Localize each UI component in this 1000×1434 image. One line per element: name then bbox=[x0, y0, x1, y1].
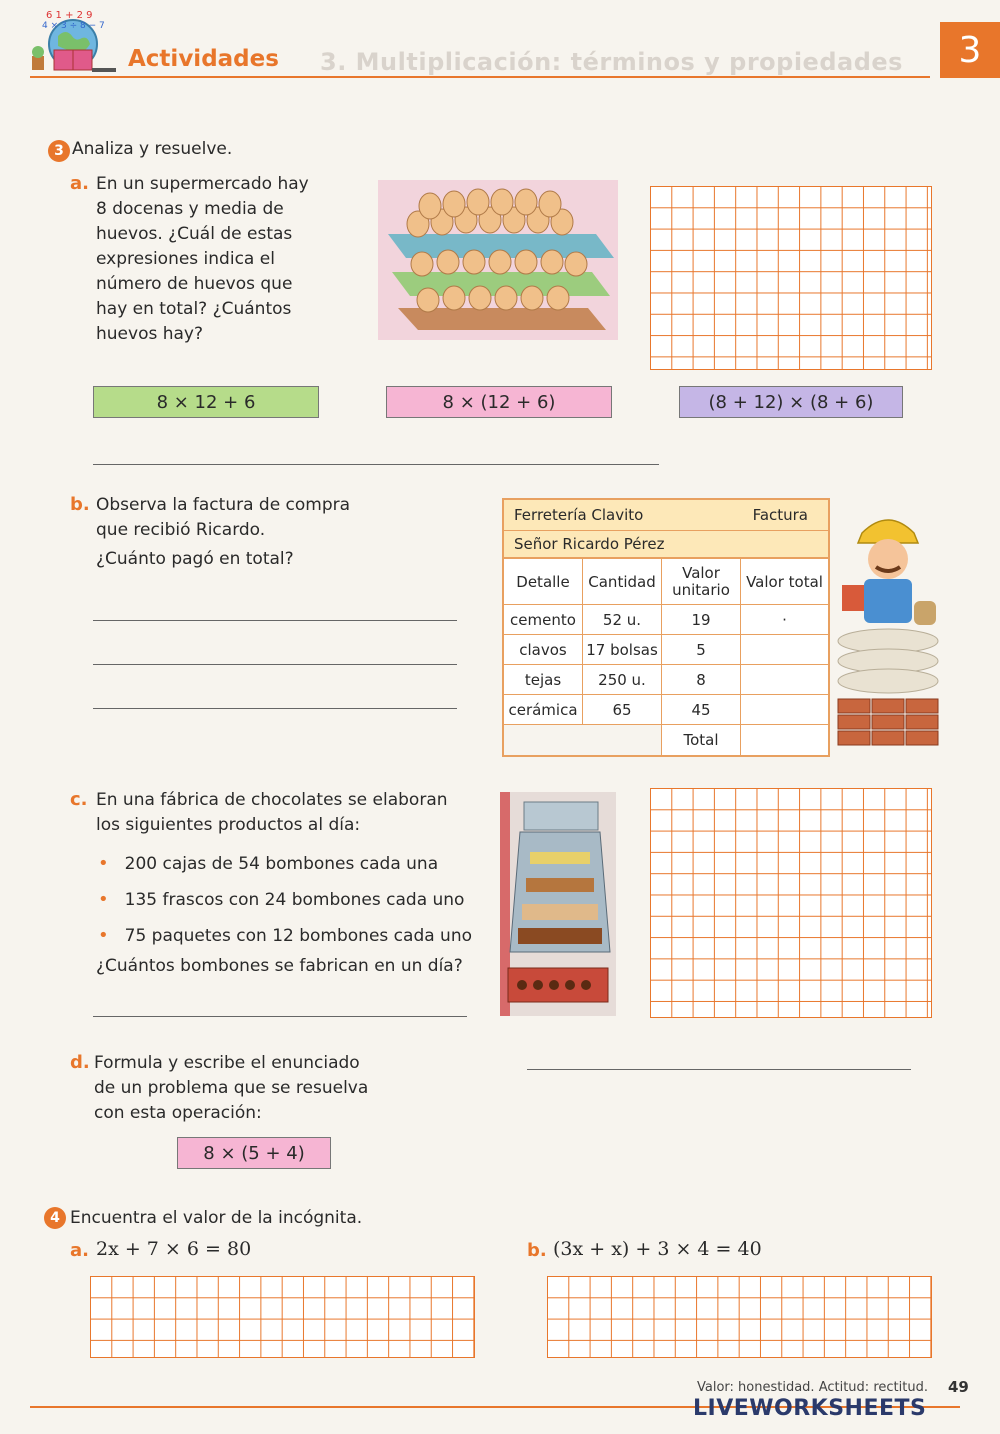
invoice-header-total: Valor total bbox=[741, 559, 829, 605]
invoice-label: Factura bbox=[752, 506, 808, 524]
item-c-text: En una fábrica de chocolates se elaboran los siguientes productos al día: bbox=[96, 790, 448, 835]
row-qty: 52 u. bbox=[583, 605, 662, 635]
row-unit: 8 bbox=[662, 665, 741, 695]
globe-reading-icon bbox=[28, 6, 118, 80]
row-total-input[interactable] bbox=[741, 635, 829, 665]
bullet-dot-icon: • bbox=[98, 889, 109, 910]
answer-line-c[interactable] bbox=[93, 1016, 467, 1017]
row-total-input[interactable] bbox=[741, 695, 829, 725]
section-4-title: Encuentra el valor de la incógnita. bbox=[70, 1208, 363, 1228]
work-grid-a[interactable] bbox=[650, 186, 932, 370]
chapter-number-badge: 3 bbox=[940, 22, 1000, 78]
page-number: 49 bbox=[948, 1378, 969, 1396]
work-grid-c[interactable] bbox=[650, 788, 932, 1018]
invoice-total-input[interactable] bbox=[741, 725, 829, 755]
svg-text:4 × 3 ÷ 8 − 7: 4 × 3 ÷ 8 − 7 bbox=[42, 21, 105, 31]
item-c-bullets bbox=[98, 846, 498, 954]
option-expression-1[interactable]: 8 × 12 + 6 bbox=[93, 386, 319, 418]
invoice-header bbox=[504, 500, 828, 531]
bullet-dot-icon: • bbox=[98, 853, 109, 874]
svg-text:6 1 + 2 9: 6 1 + 2 9 bbox=[46, 10, 93, 21]
invoice bbox=[502, 498, 830, 757]
equation-b: (3x + x) + 3 × 4 = 40 bbox=[553, 1238, 762, 1260]
answer-line-b-2[interactable] bbox=[93, 664, 457, 665]
item-4a-letter: a. bbox=[70, 1240, 89, 1261]
hardware-worker-image bbox=[832, 505, 944, 753]
row-unit: 45 bbox=[662, 695, 741, 725]
item-a-letter: a. bbox=[70, 173, 89, 194]
section-3-title: Analiza y resuelve. bbox=[72, 139, 233, 159]
answer-line-b-1[interactable] bbox=[93, 620, 457, 621]
bullet-item: • 75 paquetes con 12 bombones cada uno bbox=[98, 925, 473, 946]
row-detail: clavos bbox=[504, 635, 583, 665]
option-expression-2[interactable]: 8 × (12 + 6) bbox=[386, 386, 612, 418]
header-divider bbox=[30, 76, 930, 78]
invoice-store: Ferretería Clavito bbox=[514, 506, 644, 524]
row-detail: cerámica bbox=[504, 695, 583, 725]
row-unit: 19 bbox=[662, 605, 741, 635]
section-4-number: 4 bbox=[44, 1207, 66, 1229]
activities-title: Actividades bbox=[128, 46, 279, 72]
answer-line-d[interactable] bbox=[527, 1069, 911, 1070]
item-c-question: ¿Cuántos bombones se fabrican en un día? bbox=[96, 956, 463, 976]
bullet-item: • 200 cajas de 54 bombones cada una bbox=[98, 853, 439, 874]
chocolate-factory-image bbox=[500, 792, 616, 1016]
footer-values: Valor: honestidad. Actitud: rectitud. bbox=[697, 1380, 928, 1395]
invoice-customer: Señor Ricardo Pérez bbox=[504, 531, 828, 558]
row-qty: 250 u. bbox=[583, 665, 662, 695]
item-b-text: Observa la factura de compra que recibió Ricardo. ¿Cuánto pagó en total? bbox=[96, 495, 351, 569]
invoice-table bbox=[504, 558, 828, 755]
invoice-header-detail: Detalle bbox=[504, 559, 583, 605]
item-d-text: Formula y escribe el enunciado de un problema que se resuelva con esta operación: bbox=[94, 1053, 369, 1123]
answer-line-a[interactable] bbox=[93, 464, 659, 465]
row-detail: tejas bbox=[504, 665, 583, 695]
ghost-lesson-title: 3. Multiplicación: términos y propiedades bbox=[320, 48, 903, 76]
item-d-letter: d. bbox=[70, 1052, 90, 1073]
option-expression-3[interactable]: (8 + 12) × (8 + 6) bbox=[679, 386, 903, 418]
invoice-header-qty: Cantidad bbox=[583, 559, 662, 605]
bullet-dot-icon: • bbox=[98, 925, 109, 946]
section-3-number: 3 bbox=[48, 140, 70, 162]
row-total-input[interactable]: · bbox=[741, 605, 829, 635]
invoice-total-label: Total bbox=[662, 725, 741, 755]
answer-line-b-3[interactable] bbox=[93, 708, 457, 709]
liveworksheets-logo: LIVEWORKSHEETS bbox=[693, 1396, 927, 1421]
invoice-header-unit: Valor unitario bbox=[662, 559, 741, 605]
row-unit: 5 bbox=[662, 635, 741, 665]
row-qty: 17 bolsas bbox=[583, 635, 662, 665]
item-a-text: En un supermercado hay 8 docenas y media de huevos. ¿Cuál de estas expresiones indica el número de huevos que hay en total? ¿Cuántos huevos hay? bbox=[96, 174, 309, 344]
egg-cartons-image bbox=[378, 180, 618, 340]
row-qty: 65 bbox=[583, 695, 662, 725]
bullet-item: • 135 frascos con 24 bombones cada uno bbox=[98, 889, 465, 910]
row-total-input[interactable] bbox=[741, 665, 829, 695]
work-grid-4a[interactable] bbox=[90, 1276, 475, 1358]
item-b-letter: b. bbox=[70, 494, 90, 515]
item-4b-letter: b. bbox=[527, 1240, 547, 1261]
work-grid-4b[interactable] bbox=[547, 1276, 932, 1358]
operation-expression: 8 × (5 + 4) bbox=[177, 1137, 331, 1169]
equation-a: 2x + 7 × 6 = 80 bbox=[96, 1238, 252, 1260]
row-detail: cemento bbox=[504, 605, 583, 635]
item-c-letter: c. bbox=[70, 789, 88, 810]
